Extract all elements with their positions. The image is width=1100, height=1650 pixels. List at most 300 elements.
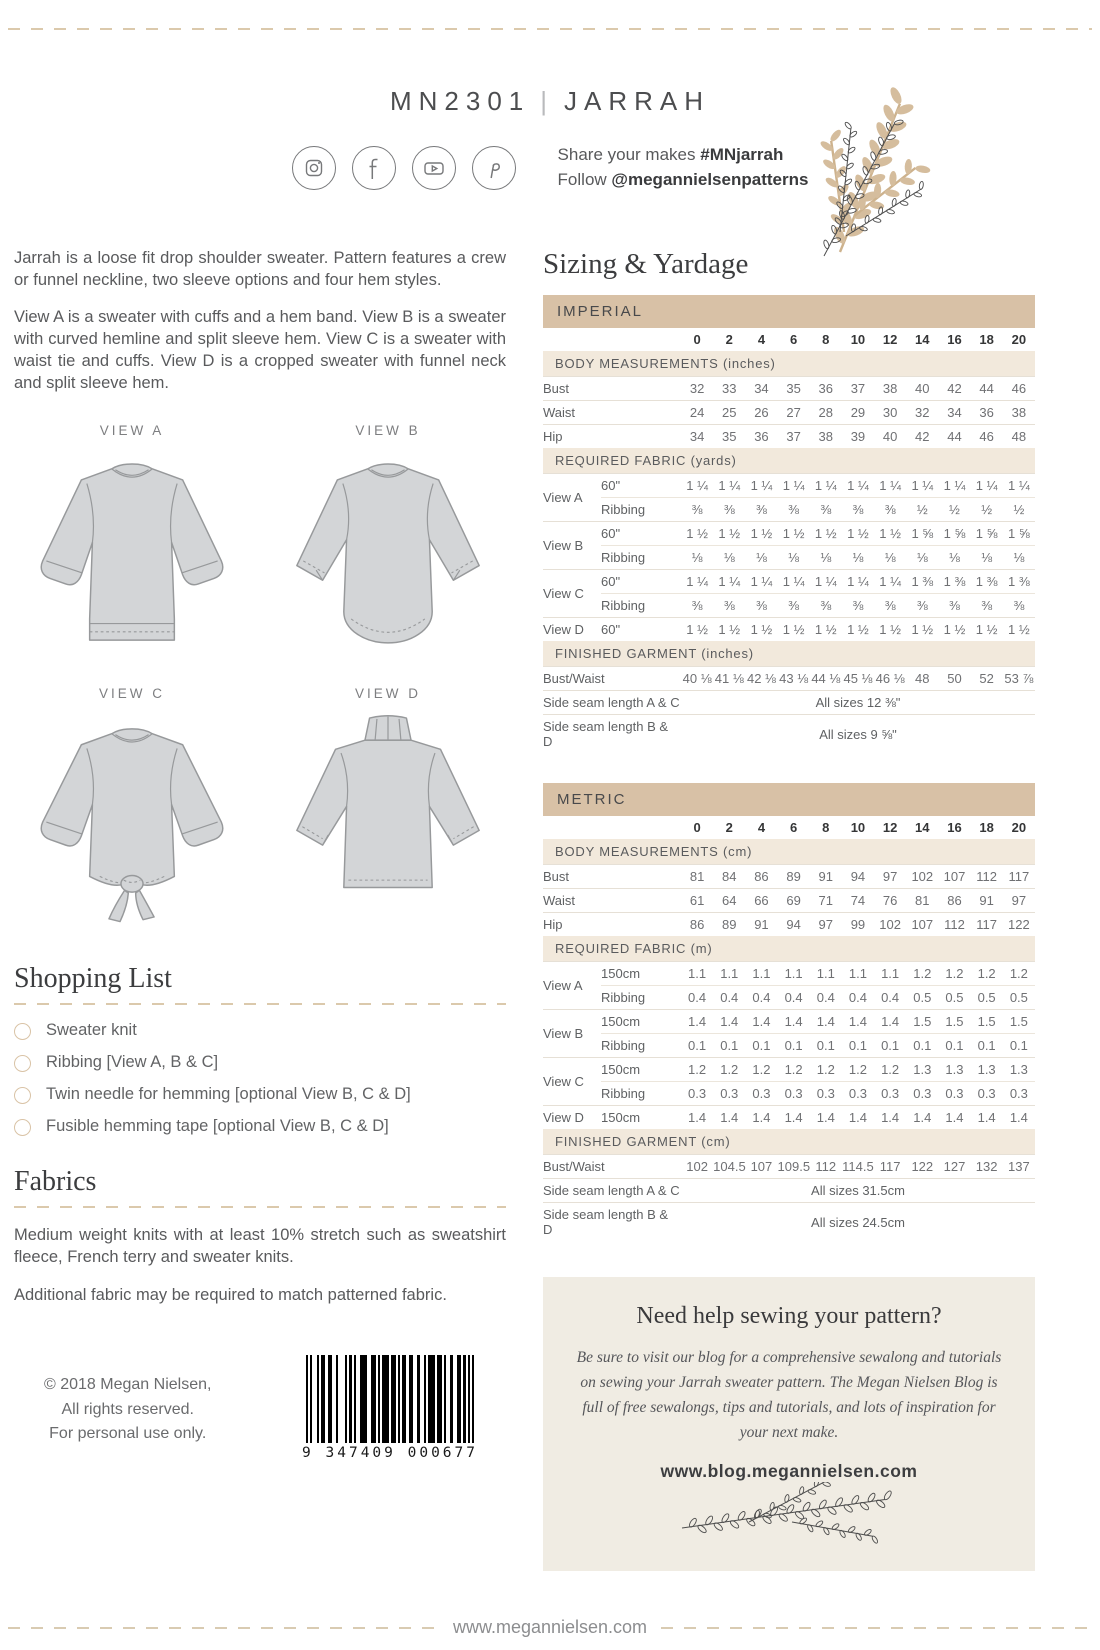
value-cell: 43 ⅛: [778, 667, 810, 691]
circle-bullet-icon: [14, 1055, 31, 1072]
pattern-name: JARRAH: [564, 86, 711, 116]
value-cell: ⅛: [938, 546, 970, 570]
value-cell: 1 ⅜: [938, 570, 970, 594]
value-cell: 1 ¼: [810, 570, 842, 594]
table-row: [543, 570, 1035, 594]
value-cell: ⅛: [971, 546, 1003, 570]
value-cell: 97: [810, 913, 842, 937]
size-header-spacer: [543, 328, 681, 351]
list-item: [14, 1021, 506, 1040]
help-box-body: Be sure to visit our blog for a comprehensive sewalong and tutorials on sewing your Jarrah sweater pattern. The Megan Nielsen Blog is full of free sewalongs, tips and tutorials, and lots of inspiration for your next make.: [576, 1349, 1002, 1441]
value-cell: 34: [938, 401, 970, 425]
value-cell: 0.3: [745, 1082, 777, 1106]
value-cell: 1.2: [906, 962, 938, 986]
blog-url: www.blog.megannielsen.com: [660, 1461, 918, 1482]
value-cell: 39: [842, 425, 874, 449]
value-cell: 0.1: [778, 1034, 810, 1058]
value-cell: 132: [971, 1155, 1003, 1179]
table-row: [543, 1155, 1035, 1179]
list-item-label: Sweater knit: [46, 1020, 137, 1039]
value-cell: 1 ¼: [745, 474, 777, 498]
value-cell: 122: [906, 1155, 938, 1179]
fabrics-title: Fabrics: [14, 1165, 97, 1197]
size-label: 10: [850, 820, 866, 836]
share-line: Share your makes: [557, 145, 701, 164]
value-cell: 24: [681, 401, 713, 425]
size-label: 20: [1011, 332, 1027, 348]
value-cell: 94: [842, 865, 874, 889]
table-row: [543, 962, 1035, 986]
section-band-row: [543, 839, 1035, 865]
size-label: 14: [915, 820, 930, 836]
value-cell: 1 ½: [842, 522, 874, 546]
value-cell: 1 ½: [842, 618, 874, 642]
fabric-width-label: 60": [601, 522, 681, 546]
table-row: [543, 1010, 1035, 1034]
value-cell: 1.1: [874, 962, 906, 986]
value-cell: 1.4: [842, 1106, 874, 1130]
value-cell: 0.4: [842, 986, 874, 1010]
value-cell: 40 ⅛: [681, 667, 713, 691]
value-cell: 0.4: [713, 986, 745, 1010]
value-cell: 1.4: [713, 1010, 745, 1034]
value-cell: 0.3: [713, 1082, 745, 1106]
value-cell: 1.3: [938, 1058, 970, 1082]
value-cell: 69: [778, 889, 810, 913]
metric-table: [543, 816, 1035, 1241]
value-cell: 0.1: [842, 1034, 874, 1058]
value-cell: 81: [681, 865, 713, 889]
value-cell: 1 ¼: [906, 474, 938, 498]
value-cell: 40: [906, 377, 938, 401]
barcode-bar: [472, 1355, 474, 1443]
value-cell: 1 ½: [874, 618, 906, 642]
value-cell: 1 ½: [810, 618, 842, 642]
table-row: [543, 425, 1035, 449]
section-band-row: [543, 448, 1035, 474]
top-dashed-divider: [8, 28, 1092, 30]
value-cell: 1.4: [681, 1010, 713, 1034]
view-label: View C: [543, 570, 601, 618]
value-cell: 0.3: [971, 1082, 1003, 1106]
value-cell: 107: [938, 865, 970, 889]
value-cell: 1 ⅜: [906, 570, 938, 594]
view-b-sketch: [282, 444, 494, 665]
help-box: [543, 1277, 1035, 1571]
value-cell: 107: [745, 1155, 777, 1179]
size-label: 6: [789, 820, 798, 836]
value-cell: 1 ¼: [938, 474, 970, 498]
table-row: [543, 474, 1035, 498]
value-cell: 1.4: [1003, 1106, 1035, 1130]
size-label: 6: [789, 332, 798, 348]
value-cell: 104.5: [713, 1155, 745, 1179]
value-cell: ⅜: [1003, 594, 1035, 618]
facebook-icon: [352, 146, 396, 190]
value-cell: 1.1: [681, 962, 713, 986]
value-cell: 1.5: [938, 1010, 970, 1034]
value-cell: ⅜: [810, 594, 842, 618]
value-cell: 117: [1003, 865, 1035, 889]
seam-value: All sizes 24.5cm: [681, 1203, 1035, 1242]
fabrics-paragraph-1: Medium weight knits with at least 10% stretch such as sweatshirt fleece, French terry and sweater knits.: [14, 1225, 506, 1267]
value-cell: 44: [938, 425, 970, 449]
barcode-bar: [338, 1355, 345, 1443]
fabric-width-label: 150cm: [601, 962, 681, 986]
barcode-bar: [382, 1355, 389, 1443]
size-label: 8: [822, 820, 830, 836]
value-cell: 1.2: [810, 1058, 842, 1082]
pattern-code: MN2301: [389, 86, 531, 116]
value-cell: 0.4: [810, 986, 842, 1010]
value-cell: 1 ¼: [842, 474, 874, 498]
value-cell: 91: [971, 889, 1003, 913]
value-cell: 1 ¼: [874, 474, 906, 498]
size-label: 4: [757, 820, 766, 836]
value-cell: ⅛: [842, 546, 874, 570]
table-row: [543, 667, 1035, 691]
value-cell: 1.4: [842, 1010, 874, 1034]
value-cell: 64: [713, 889, 745, 913]
value-cell: 37: [778, 425, 810, 449]
row-label: Hip: [543, 913, 681, 937]
value-cell: 137: [1003, 1155, 1035, 1179]
value-cell: ½: [938, 498, 970, 522]
pinterest-icon: [472, 146, 516, 190]
value-cell: 32: [906, 401, 938, 425]
imperial-section: [543, 295, 1035, 753]
value-cell: 1.4: [810, 1010, 842, 1034]
value-cell: 35: [713, 425, 745, 449]
shopping-list-divider: [14, 1003, 506, 1005]
value-cell: 1.2: [971, 962, 1003, 986]
value-cell: 1 ¼: [842, 570, 874, 594]
fabrics-paragraph-2: Additional fabric may be required to match patterned fabric.: [14, 1286, 447, 1305]
footer-url: www.megannielsen.com: [452, 1617, 648, 1637]
value-cell: 36: [745, 425, 777, 449]
value-cell: ⅛: [681, 546, 713, 570]
value-cell: 1 ½: [938, 618, 970, 642]
value-cell: 1.4: [713, 1106, 745, 1130]
fabric-width-label: 60": [601, 618, 681, 642]
value-cell: 1.4: [874, 1106, 906, 1130]
value-cell: 91: [810, 865, 842, 889]
copyright-line: All rights reserved.: [61, 1400, 194, 1418]
value-cell: 0.3: [681, 1082, 713, 1106]
value-cell: 0.1: [713, 1034, 745, 1058]
table-row: [543, 889, 1035, 913]
fabric-width-label: 150cm: [601, 1058, 681, 1082]
value-cell: 1 ½: [1003, 618, 1035, 642]
value-cell: 36: [810, 377, 842, 401]
value-cell: 1 ½: [745, 618, 777, 642]
view-c-figure: [14, 686, 250, 933]
value-cell: 25: [713, 401, 745, 425]
value-cell: 1 ½: [971, 618, 1003, 642]
section-band-label: REQUIRED FABRIC (m): [543, 936, 1035, 962]
value-cell: 91: [745, 913, 777, 937]
value-cell: ⅜: [971, 594, 1003, 618]
content-columns: [0, 248, 1100, 1571]
list-item-label: Ribbing [View A, B & C]: [46, 1052, 219, 1071]
barcode-bar: [428, 1355, 435, 1443]
circle-bullet-icon: [14, 1087, 31, 1104]
value-cell: 76: [874, 889, 906, 913]
value-cell: 1 ⅜: [971, 570, 1003, 594]
value-cell: 86: [745, 865, 777, 889]
value-cell: 0.1: [745, 1034, 777, 1058]
value-cell: 102: [874, 913, 906, 937]
metric-band: METRIC: [543, 783, 1035, 816]
copyright-line: For personal use only.: [49, 1425, 207, 1443]
value-cell: 74: [842, 889, 874, 913]
view-d-figure: [270, 686, 506, 933]
value-cell: 0.4: [681, 986, 713, 1010]
value-cell: 48: [906, 667, 938, 691]
seam-value: All sizes 31.5cm: [681, 1179, 1035, 1203]
value-cell: 29: [842, 401, 874, 425]
fabrics-divider: [14, 1206, 506, 1208]
table-row: [543, 1106, 1035, 1130]
value-cell: 94: [778, 913, 810, 937]
view-b-figure: [270, 423, 506, 670]
value-cell: 1 ¼: [1003, 474, 1035, 498]
value-cell: 0.3: [906, 1082, 938, 1106]
fabric-width-label: 60": [601, 474, 681, 498]
value-cell: 32: [681, 377, 713, 401]
value-cell: 1.3: [1003, 1058, 1035, 1082]
value-cell: 1 ¼: [681, 570, 713, 594]
left-column: [14, 248, 506, 1571]
value-cell: 1.2: [938, 962, 970, 986]
value-cell: 38: [874, 377, 906, 401]
value-cell: ½: [971, 498, 1003, 522]
table-row: [543, 1034, 1035, 1058]
value-cell: 1 ½: [810, 522, 842, 546]
value-cell: 1.4: [778, 1106, 810, 1130]
value-cell: 1 ⅝: [1003, 522, 1035, 546]
size-label: 16: [947, 332, 962, 348]
instagram-icon: [292, 146, 336, 190]
view-c-sketch: [26, 707, 238, 928]
value-cell: 112: [971, 865, 1003, 889]
value-cell: 1.4: [681, 1106, 713, 1130]
circle-bullet-icon: [14, 1119, 31, 1136]
footer: [8, 1617, 1092, 1638]
fabric-width-label: 150cm: [601, 1106, 681, 1130]
value-cell: 1.3: [971, 1058, 1003, 1082]
value-cell: 1 ⅝: [906, 522, 938, 546]
list-item: [14, 1117, 506, 1136]
value-cell: 35: [778, 377, 810, 401]
table-row: [543, 522, 1035, 546]
size-label: 0: [693, 332, 701, 348]
share-hashtag: #MNjarrah: [700, 145, 784, 164]
value-cell: 52: [971, 667, 1003, 691]
value-cell: 0.3: [874, 1082, 906, 1106]
intro-paragraph-1: Jarrah is a loose fit drop shoulder sweater. Pattern features a crew or funnel neckline, two sleeve options and four hem styles.: [14, 249, 506, 290]
follow-line: Follow: [557, 169, 612, 189]
value-cell: 1.4: [906, 1106, 938, 1130]
value-cell: 1 ½: [778, 618, 810, 642]
value-cell: 1 ⅝: [971, 522, 1003, 546]
row-label: Hip: [543, 425, 681, 449]
social-row: [0, 143, 1100, 192]
section-band-label: FINISHED GARMENT (inches): [543, 641, 1035, 667]
value-cell: 1 ⅜: [1003, 570, 1035, 594]
row-label: Waist: [543, 889, 681, 913]
table-row: [543, 546, 1035, 570]
value-cell: 1 ½: [713, 618, 745, 642]
view-label: View C: [543, 1058, 601, 1106]
value-cell: 97: [1003, 889, 1035, 913]
value-cell: 1.4: [745, 1010, 777, 1034]
table-row: [543, 594, 1035, 618]
value-cell: 86: [938, 889, 970, 913]
value-cell: ⅜: [842, 498, 874, 522]
barcode: [302, 1355, 478, 1461]
row-label: Bust: [543, 377, 681, 401]
size-label: 16: [947, 820, 962, 836]
list-item: [14, 1085, 506, 1104]
value-cell: 0.4: [778, 986, 810, 1010]
view-label: View A: [543, 962, 601, 1010]
table-row: [543, 401, 1035, 425]
metric-section: [543, 783, 1035, 1241]
value-cell: ⅜: [874, 594, 906, 618]
footer-dash-left: [8, 1627, 439, 1629]
help-box-title: Need help sewing your pattern?: [636, 1303, 942, 1330]
section-band-row: [543, 936, 1035, 962]
value-cell: 0.1: [810, 1034, 842, 1058]
table-row: [543, 377, 1035, 401]
size-label: 18: [979, 332, 994, 348]
value-cell: 0.3: [842, 1082, 874, 1106]
value-cell: 38: [810, 425, 842, 449]
value-cell: 44 ⅛: [810, 667, 842, 691]
value-cell: 89: [713, 913, 745, 937]
value-cell: ⅜: [842, 594, 874, 618]
copyright-notice: [44, 1373, 211, 1447]
value-cell: 33: [713, 377, 745, 401]
value-cell: 0.1: [938, 1034, 970, 1058]
section-band-label: REQUIRED FABRIC (yards): [543, 448, 1035, 474]
value-cell: 114.5: [842, 1155, 874, 1179]
value-cell: 53 ⅞: [1003, 667, 1035, 691]
value-cell: 40: [874, 425, 906, 449]
follow-handle: @megannielsenpatterns: [611, 169, 809, 189]
value-cell: 1 ½: [745, 522, 777, 546]
value-cell: 1.1: [810, 962, 842, 986]
value-cell: 102: [681, 1155, 713, 1179]
value-cell: 71: [810, 889, 842, 913]
footer-dash-right: [661, 1627, 1092, 1629]
value-cell: ⅜: [778, 594, 810, 618]
social-caption: [558, 143, 809, 192]
row-label: Side seam length A & C: [543, 691, 681, 715]
table-row: [543, 986, 1035, 1010]
value-cell: 42: [906, 425, 938, 449]
value-cell: 112: [810, 1155, 842, 1179]
value-cell: ⅜: [938, 594, 970, 618]
value-cell: 0.1: [971, 1034, 1003, 1058]
value-cell: 1 ½: [906, 618, 938, 642]
barcode-number: 9 347409 000677: [302, 1444, 478, 1461]
title-divider: |: [540, 86, 555, 116]
value-cell: 1.2: [1003, 962, 1035, 986]
view-a-sketch: [26, 444, 238, 665]
seam-value: All sizes 9 ⅝": [681, 715, 1035, 754]
value-cell: ⅛: [745, 546, 777, 570]
value-cell: 30: [874, 401, 906, 425]
fabric-width-label: 150cm: [601, 1010, 681, 1034]
value-cell: 37: [842, 377, 874, 401]
fabric-width-label: Ribbing: [601, 1082, 681, 1106]
value-cell: 0.5: [971, 986, 1003, 1010]
size-label: 4: [757, 332, 766, 348]
value-cell: 1.4: [745, 1106, 777, 1130]
value-cell: 0.1: [874, 1034, 906, 1058]
size-header-row: [543, 328, 1035, 351]
value-cell: ⅛: [906, 546, 938, 570]
value-cell: 44: [971, 377, 1003, 401]
value-cell: 1.4: [938, 1106, 970, 1130]
intro-paragraph-2: View A is a sweater with cuffs and a hem band. View B is a sweater with curved hemline and split sleeve hem. View C is a sweater with waist tie and cuffs. View D is a cropped sweater with funnel neck and split sleeve hem.: [14, 308, 506, 392]
view-label: View A: [543, 474, 601, 522]
value-cell: 0.1: [681, 1034, 713, 1058]
value-cell: ⅜: [906, 594, 938, 618]
size-header-row: [543, 816, 1035, 839]
copyright-line: © 2018 Megan Nielsen,: [44, 1375, 212, 1393]
value-cell: 81: [906, 889, 938, 913]
value-cell: 42: [938, 377, 970, 401]
value-cell: ⅜: [778, 498, 810, 522]
value-cell: 122: [1003, 913, 1035, 937]
value-cell: 0.1: [1003, 1034, 1035, 1058]
section-band-row: [543, 351, 1035, 377]
value-cell: 1.2: [874, 1058, 906, 1082]
row-label: Bust/Waist: [543, 1155, 681, 1179]
value-cell: 1.5: [971, 1010, 1003, 1034]
table-row: [543, 1179, 1035, 1203]
view-label: View B: [543, 1010, 601, 1058]
value-cell: 0.3: [778, 1082, 810, 1106]
value-cell: ⅜: [745, 594, 777, 618]
value-cell: ⅛: [778, 546, 810, 570]
view-illustrations: [14, 423, 506, 933]
barcode-bar: [360, 1355, 367, 1443]
value-cell: ⅜: [874, 498, 906, 522]
list-item: [14, 1053, 506, 1072]
value-cell: ⅜: [713, 594, 745, 618]
list-item-label: Twin needle for hemming [optional View B, C & D]: [46, 1084, 411, 1103]
fabric-width-label: Ribbing: [601, 546, 681, 570]
value-cell: 36: [971, 401, 1003, 425]
view-a-figure: [14, 423, 250, 670]
size-label: 14: [915, 332, 930, 348]
row-label: Bust/Waist: [543, 667, 681, 691]
value-cell: 0.5: [906, 986, 938, 1010]
section-band-row: [543, 1129, 1035, 1155]
value-cell: ⅛: [713, 546, 745, 570]
value-cell: 1.4: [874, 1010, 906, 1034]
value-cell: 0.3: [810, 1082, 842, 1106]
value-cell: 1 ½: [874, 522, 906, 546]
value-cell: 50: [938, 667, 970, 691]
value-cell: 28: [810, 401, 842, 425]
value-cell: 1 ¼: [810, 474, 842, 498]
value-cell: 117: [874, 1155, 906, 1179]
